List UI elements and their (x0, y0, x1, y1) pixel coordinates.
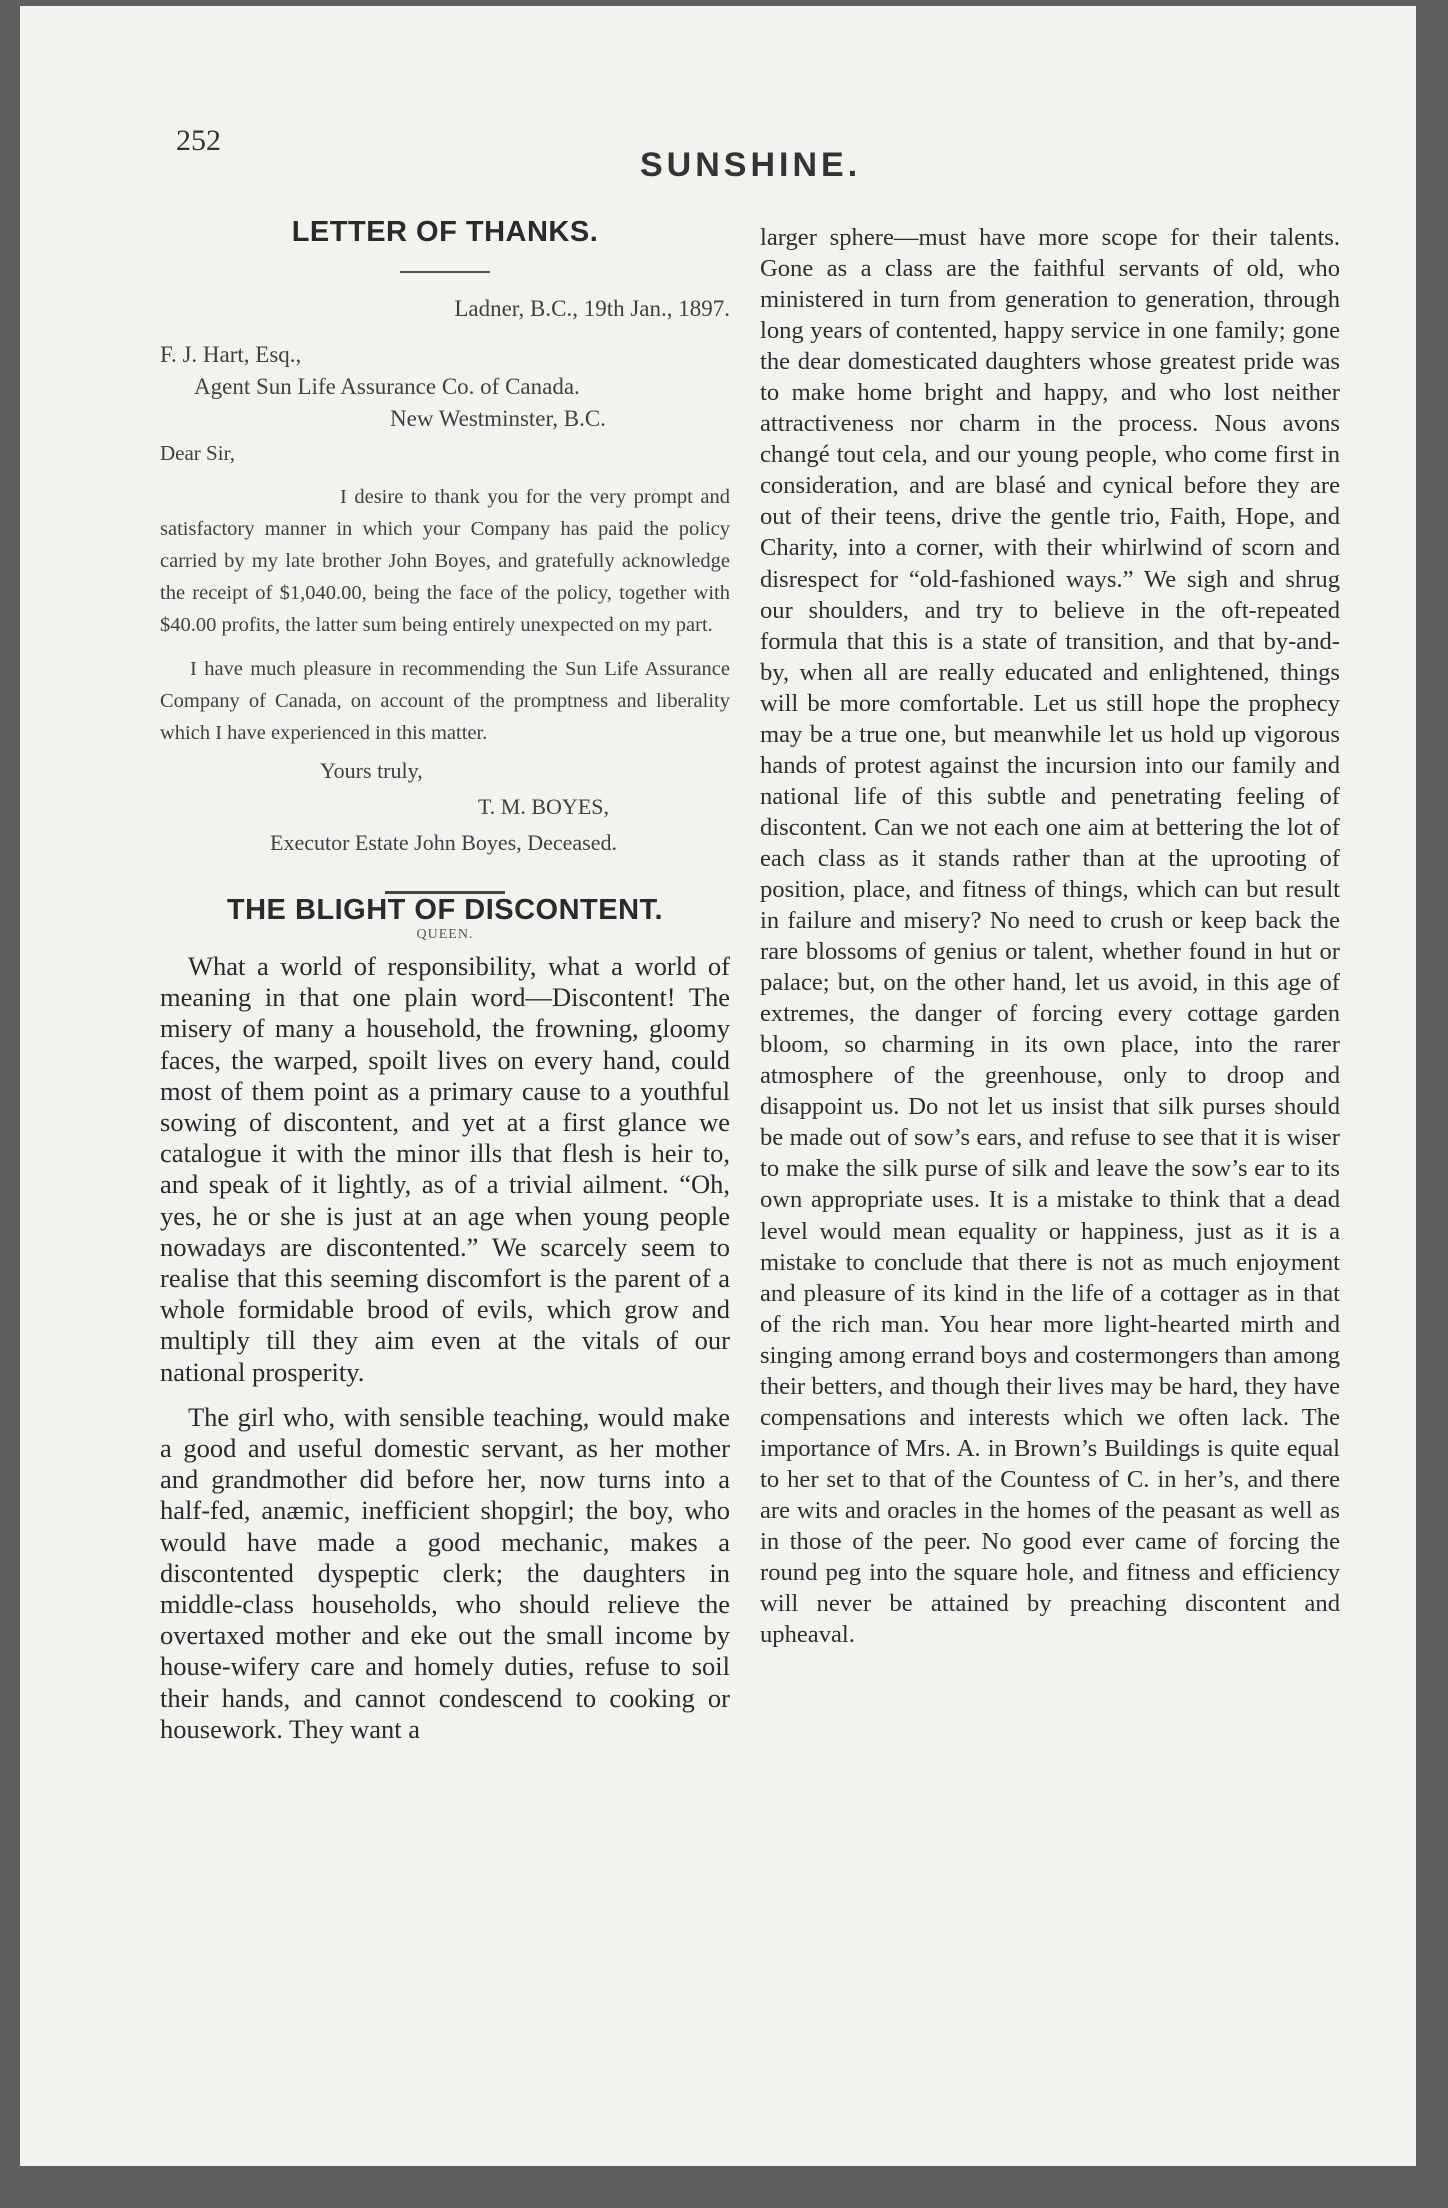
letter-dateline: Ladner, B.C., 19th Jan., 1897. (454, 296, 730, 321)
letter-paragraph: I desire to thank you for the very prompt and satisfactory manner in which your Company has paid the policy carried by my late brother John Boyes, and gratefully acknowledge the receipt of $1,040.00, being the face of the policy, together with $40.00 profits, the latter sum being entirely unexpected on my part. (160, 486, 730, 636)
article-paragraph-continued: larger sphere—must have more scope for their talents. Gone as a class are the faithful servants of old, who ministered in turn from generation to generation, through long years of contented, happy service in one family; gone the dear domesticated daughters whose greatest pride was to make home bright and happy, and who lost neither attractiveness nor charm in the process. Nous avons changé tout cela, and our young people, who come first in consideration, and are blasé and cynical before they are out of their teens, drive the gentle trio, Faith, Hope, and Charity, into a corner, with their whirlwind of scorn and disrespect for “old-fashioned ways.” We sigh and shrug our shoulders, and try to believe in the oft-repeated formula that this is a state of transition, and that by-and-by, when all are really educated and enlightened, things will be more comfortable. Let us still hope the prophecy may be a true one, but meanwhile let us hold up vigorous hands of protest against the incursion into our family and national life of this subtle and penetrating feeling of discontent. Can we not each one aim at bettering the lot of each class as it stands rather than at the uprooting of position, place, and fitness of things, which can but result in failure and misery? No need to crush or keep back the rare blossoms of genius or talent, whether found in hut or palace; but, on the other hand, let us avoid, in this age of extremes, the danger of forcing every cottage garden bloom, so charming in its own place, into the rarer atmosphere of the greenhouse, only to droop and disappoint us. Do not let us insist that silk purses should be made out of sow’s ears, and refuse to see that it is wiser to make the silk purse of silk and leave the sow’s ear to its own appropriate uses. It is a mistake to think that a dead level would mean equality or happiness, just as it is a mistake to conclude that there is not as much enjoyment and pleasure of its kind in the life of a cottager as in that of the rich man. You hear more light-hearted mirth and singing among errand boys and costermongers than among their betters, and though their lives may be hard, they have compensations and interests which we often lack. The importance of Mrs. A. in Brown’s Buildings is quite equal to her set to that of the Countess of C. in her’s, and there are wits and oracles in the homes of the peasant as well as in those of the peer. No good ever came of forcing the round peg into the square hole, and fitness and efficiency will never be attained by preaching discontent and upheaval. (760, 224, 1340, 1649)
letter-addressee: F. J. Hart, Esq., (160, 342, 302, 367)
article-title: THE BLIGHT OF DISCONTENT. (226, 894, 664, 926)
letter-paragraph: I have much pleasure in recommending the Sun Life Assurance Company of Canada, on account of the promptness and liberality which I have experienced in this matter. (160, 658, 730, 744)
letter-signature-title: Executor Estate John Boyes, Deceased. (270, 830, 617, 855)
article-paragraph: What a world of responsibility, what a world of meaning in that one plain word—Discontent! The misery of many a household, the frowning, gloomy faces, the warped, spoilt lives on every hand, could most of them point as a primary cause to a youthful sowing of discontent, and yet at a first glance we catalogue it with the minor ills that flesh is heir to, and speak of it lightly, as of a trivial ailment. “Oh, yes, he or she is just at an age when young people nowadays are discontented.” We scarcely seem to realise that this seeming discomfort is the parent of a whole formidable brood of evils, which grow and multiply till they aim even at the vitals of our national prosperity. (160, 951, 730, 1387)
title-rule (400, 271, 490, 273)
article-body-left (160, 951, 730, 1745)
letter-address-line-1: Agent Sun Life Assurance Co. of Canada. (194, 374, 580, 399)
letter-signature: T. M. BOYES, (478, 794, 609, 819)
scanned-page (20, 6, 1416, 2166)
letter-title: LETTER OF THANKS. (291, 216, 599, 248)
article-paragraph: The girl who, with sensible teaching, would make a good and useful domestic servant, as her mother and grandmother did before her, now turns into a half-fed, anæmic, inefficient shopgirl; the boy, who would have made a good mechanic, makes a discontented dyspeptic clerk; the daughters in middle-class households, who should relieve the overtaxed mother and eke out the small income by house-wifery care and homely duties, refuse to soil their hands, and cannot condescend to cooking or housework. They want a (160, 1401, 730, 1744)
article-body-right (760, 222, 1340, 1650)
letter-address-line-2: New Westminster, B.C. (390, 406, 606, 431)
right-column (760, 216, 1340, 1650)
letter-body (160, 293, 730, 859)
letter-closing: Yours truly, (320, 758, 423, 783)
page-content (20, 6, 1416, 2166)
left-column (160, 216, 730, 1745)
letter-salutation: Dear Sir, (160, 441, 235, 465)
running-title: SUNSHINE. (640, 146, 862, 184)
article-source: QUEEN. (416, 927, 474, 942)
page-number: 252 (176, 124, 221, 157)
